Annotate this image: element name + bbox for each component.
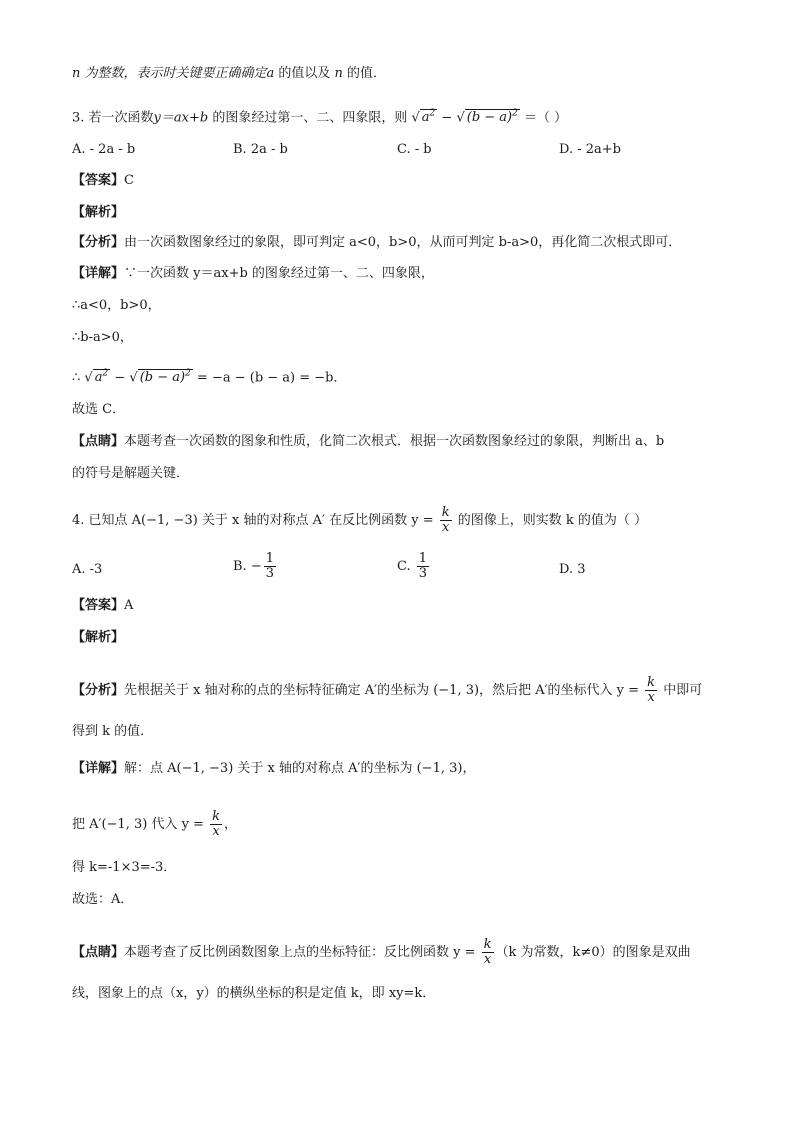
q4-xiangjie: [72, 759, 475, 779]
q3-step-3-pre: ∴: [72, 370, 81, 386]
q3-step-minus: −: [110, 370, 130, 386]
q4-answer: [72, 596, 133, 616]
q3-analysis-tag: 【解析】: [72, 205, 125, 220]
q4-option-a-label: A. -3: [72, 562, 103, 577]
q4-fenxi-tag: 【分析】: [72, 683, 125, 698]
q4-option-b-fraction: [264, 552, 276, 581]
q3-dianjing-2: 的符号是解题关键．: [72, 466, 190, 481]
q4-dianjing-num: k: [483, 937, 492, 952]
q3-expr-ba: (b − a): [466, 110, 513, 126]
q3-fenxi: [72, 233, 681, 253]
q3-step-ba: (b − a): [139, 370, 186, 386]
q4-dianjing-text-1a: 本题考查了反比例函数图象上点的坐标特征：反比例函数 y =: [124, 945, 480, 960]
q3-analysis: [72, 203, 124, 223]
q4-option-d-label: D. 3: [559, 562, 586, 577]
q4-option-c-fraction: [417, 552, 429, 581]
q4-fenxi-den: x: [647, 690, 655, 705]
q3-answer-value: C: [124, 173, 134, 188]
q3-step-a: a: [94, 370, 103, 386]
q3-func: y＝ax+b: [153, 110, 209, 126]
q4-option-c-num: 1: [418, 551, 428, 566]
q4-option-b-num: 1: [265, 551, 274, 566]
q4-option-c: [397, 552, 431, 581]
q4-stem-post: 的图像上，则实数 k 的值为（ ）: [453, 513, 648, 528]
q3-answer-tag: 【答案】: [72, 173, 125, 188]
q4-option-a: [72, 560, 102, 580]
q3-answer: [72, 171, 134, 191]
q3-stem-pre: 3. 若一次函数: [72, 110, 154, 126]
q4-dianjing-tag: 【点睛】: [72, 945, 125, 960]
q3-dianjing-1: [72, 432, 664, 452]
q4-dianjing-2: 线，图象上的点（x，y）的横纵坐标的积是定值 k，即 xy=k．: [72, 986, 436, 1001]
q3-option-b: B. 2a - b: [233, 142, 288, 157]
q3-fenxi-tag: 【分析】: [72, 235, 125, 250]
q4-choose: 故选：A．: [72, 892, 134, 907]
q3-stem: [72, 104, 567, 128]
q3-step-3: [72, 364, 347, 388]
q3-expr-minus: −: [437, 110, 457, 126]
q3-fenxi-text: 由一次函数图象经过的象限，即可判定 a<0，b>0，从而可判定 b-a>0，再化简二次根式即可．: [124, 235, 682, 250]
q4-step-1a: 把 A′(−1, 3) 代入 y =: [72, 817, 209, 832]
q3-stem-post: ＝（ ）: [519, 110, 568, 126]
q3-step-exp-2: 2: [185, 369, 191, 379]
intro-var-n: n: [334, 66, 343, 81]
intro-var-a: a: [266, 66, 275, 81]
q4-step-1b: ，: [223, 817, 237, 832]
q4-answer-tag: 【答案】: [72, 598, 125, 613]
q4-step-den: x: [212, 824, 220, 839]
q3-xiangjie: [72, 264, 434, 284]
q3-expr-exp-2: 2: [512, 109, 518, 119]
q3-step-exp-1: 2: [102, 369, 109, 379]
q4-answer-value: A: [124, 598, 134, 613]
q3-choose: 故选 C．: [72, 402, 126, 417]
q4-stem-pre: 4. 已知点 A(−1, −3) 关于 x 轴的对称点 A′ 在反比例函数 y =: [72, 513, 438, 528]
q4-stem: [72, 506, 647, 535]
q3-expr-a: a: [421, 110, 430, 126]
q3-option-d: D. - 2a+b: [559, 142, 621, 157]
intro-text-c: 的值．: [342, 66, 387, 81]
q3-stem-mid: 的图象经过第一、二、四象限，则: [208, 110, 408, 126]
q3-xiangjie-text: ∵一次函数 y＝ax+b 的图象经过第一、二、四象限，: [124, 266, 434, 281]
q3-dianjing-text-1: 本题考查一次函数的图象和性质，化简二次根式．根据一次函数图象经过的象限，判断出 a、b: [124, 434, 665, 449]
q3-step-sqrt-a2: √ $a^2$: [84, 369, 109, 386]
q4-option-c-label: C.: [397, 559, 415, 574]
q4-fenxi-text-1a: 先根据关于 x 轴对称的点的坐标特征确定 A′的坐标为 (−1, 3)，然后把 A′的坐标代入 y =: [124, 683, 644, 698]
q3-step-1: ∴a<0，b>0，: [72, 298, 161, 313]
q3-sqrt-ba: √ $(b - a)^2$: [456, 109, 518, 126]
q4-option-b-label: B. −: [233, 559, 262, 574]
q4-stem-fraction: [440, 506, 452, 535]
q4-frac-num: k: [441, 505, 450, 520]
intro-text-a: n 为整数，表示时关键要正确确定: [72, 66, 267, 81]
q3-expr-exp-1: 2: [429, 109, 436, 119]
intro-tail-line: [72, 64, 386, 84]
q3-dianjing-tag: 【点睛】: [72, 434, 125, 449]
q4-dianjing-1: [72, 938, 691, 967]
q3-sqrt-a2: √ $a^2$: [411, 109, 436, 126]
q4-analysis-tag: 【解析】: [72, 630, 125, 645]
q4-dianjing-text-1b: （k 为常数，k≠0）的图象是双曲: [495, 945, 691, 960]
q3-xiangjie-tag: 【详解】: [72, 266, 125, 281]
q3-step-sqrt-ba: √ $(b - a)^2$: [129, 369, 191, 386]
q4-fenxi-fraction: [645, 676, 657, 705]
q3-step-2: ∴b-a>0，: [72, 330, 133, 345]
q3-step-3-post: = −a − (b − a) = −b．: [192, 370, 347, 386]
q4-dianjing-den: x: [483, 952, 492, 967]
q4-dianjing-fraction: [482, 938, 494, 967]
q4-xiangjie-tag: 【详解】: [72, 761, 125, 776]
q4-option-d: [559, 560, 586, 580]
q4-xiangjie-text: 解：点 A(−1, −3) 关于 x 轴的对称点 A′的坐标为 (−1, 3)，: [124, 761, 476, 776]
q4-step-num: k: [212, 809, 220, 824]
q4-frac-den: x: [442, 520, 450, 535]
q4-fenxi-2: 得到 k 的值．: [72, 724, 154, 739]
q4-analysis: [72, 628, 124, 648]
intro-text-b: 的值以及: [274, 66, 335, 81]
q4-step-2: 得 k=-1×3=-3．: [72, 860, 177, 875]
q4-fenxi-text-1b: 中即可: [659, 683, 703, 698]
q4-fenxi-1: [72, 676, 702, 705]
q4-step-1: [72, 810, 237, 839]
q3-option-c: C. - b: [397, 142, 432, 157]
q3-option-a: A. - 2a - b: [72, 142, 136, 157]
q4-option-b-den: 3: [265, 566, 274, 581]
q4-option-c-den: 3: [418, 566, 428, 581]
q4-fenxi-num: k: [647, 675, 656, 690]
q4-step-fraction: [210, 810, 222, 839]
q4-option-b: [233, 552, 278, 581]
